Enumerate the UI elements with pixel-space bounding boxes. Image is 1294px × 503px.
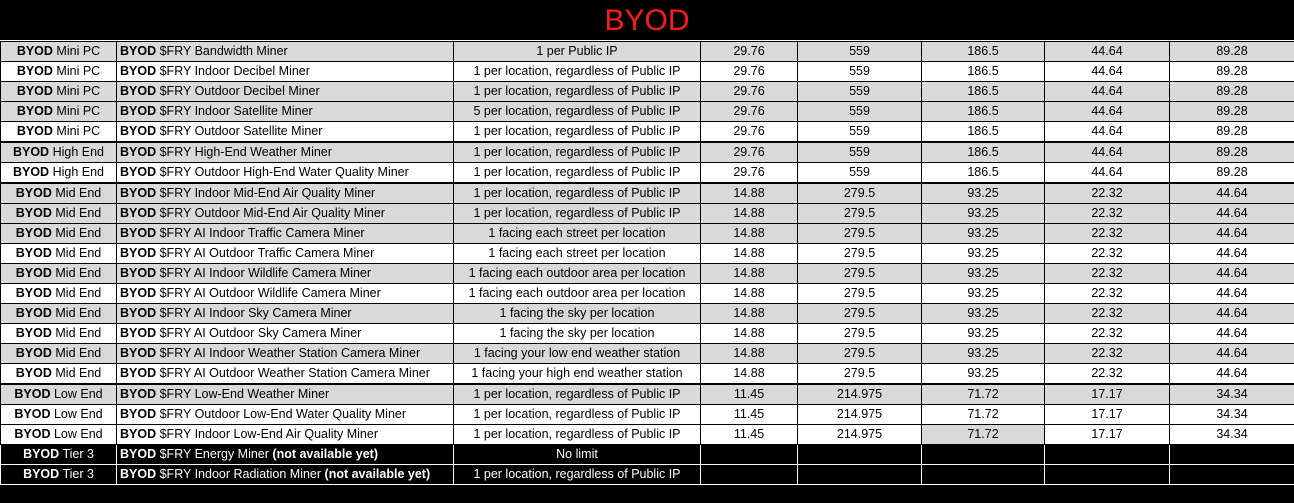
- miner-name: $FRY AI Outdoor Sky Camera Miner: [159, 326, 362, 340]
- value-cell-2[interactable]: 279.5: [798, 344, 922, 364]
- byod-prefix: BYOD: [14, 387, 51, 401]
- tier-label: Mid End: [55, 366, 102, 380]
- table-row: [1, 102, 1294, 122]
- value-cell-3[interactable]: 93.25: [922, 324, 1045, 344]
- value-cell-2[interactable]: 279.5: [798, 364, 922, 385]
- tier-label: Mid End: [55, 306, 102, 320]
- byod-prefix: BYOD: [15, 266, 52, 280]
- tier-label: Mid End: [55, 246, 102, 260]
- value-cell-5[interactable]: 89.28: [1170, 102, 1294, 122]
- value-cell-2[interactable]: 279.5: [798, 204, 922, 224]
- value-cell-3[interactable]: 93.25: [922, 204, 1045, 224]
- value-cell-2[interactable]: 279.5: [798, 304, 922, 324]
- tier-cell[interactable]: [1, 244, 117, 264]
- value-cell-1[interactable]: 29.76: [701, 102, 798, 122]
- byod-prefix: BYOD: [120, 226, 157, 240]
- miner-name-cell[interactable]: [117, 344, 454, 364]
- miner-name: $FRY Outdoor Low-End Water Quality Miner: [159, 407, 407, 421]
- sheet-title: BYOD: [604, 4, 690, 37]
- tier-cell[interactable]: [1, 425, 117, 445]
- tier-cell[interactable]: [1, 204, 117, 224]
- value-cell-3[interactable]: [922, 465, 1045, 485]
- value-cell-5[interactable]: 44.64: [1170, 224, 1294, 244]
- miner-name: $FRY AI Outdoor Wildlife Camera Miner: [159, 286, 381, 300]
- value-cell-2[interactable]: 279.5: [798, 284, 922, 304]
- byod-prefix: BYOD: [23, 447, 60, 461]
- value-cell-1[interactable]: 11.45: [701, 425, 798, 445]
- value-cell-4[interactable]: 22.32: [1045, 224, 1170, 244]
- table-row: [1, 183, 1294, 204]
- value-cell-3[interactable]: 93.25: [922, 244, 1045, 264]
- value-cell-3[interactable]: 71.72: [922, 384, 1045, 405]
- value-cell-5[interactable]: 34.34: [1170, 425, 1294, 445]
- limit-rule-cell[interactable]: 1 facing each street per location: [454, 244, 701, 264]
- tier-cell[interactable]: [1, 304, 117, 324]
- value-cell-5[interactable]: 34.34: [1170, 384, 1294, 405]
- tier-cell[interactable]: [1, 82, 117, 102]
- value-cell-2[interactable]: 559: [798, 62, 922, 82]
- value-cell-1[interactable]: 14.88: [701, 304, 798, 324]
- value-cell-3[interactable]: 93.25: [922, 284, 1045, 304]
- value-cell-3[interactable]: 71.72: [922, 425, 1045, 445]
- value-cell-2[interactable]: 279.5: [798, 224, 922, 244]
- value-cell-4[interactable]: [1045, 465, 1170, 485]
- table-row: [1, 465, 1294, 485]
- tier-cell[interactable]: [1, 163, 117, 184]
- value-cell-1[interactable]: 14.88: [701, 324, 798, 344]
- byod-prefix: BYOD: [12, 165, 50, 179]
- value-cell-5[interactable]: 89.28: [1170, 142, 1294, 163]
- byod-prefix: BYOD: [16, 84, 53, 98]
- value-cell-5[interactable]: 89.28: [1170, 122, 1294, 143]
- byod-prefix: BYOD: [120, 246, 157, 260]
- value-cell-4[interactable]: 17.17: [1045, 384, 1170, 405]
- value-cell-5[interactable]: 44.64: [1170, 324, 1294, 344]
- tier-cell[interactable]: [1, 344, 117, 364]
- tier-cell[interactable]: [1, 102, 117, 122]
- value-cell-4[interactable]: 22.32: [1045, 364, 1170, 385]
- value-cell-2[interactable]: 214.975: [798, 425, 922, 445]
- value-cell-1[interactable]: 11.45: [701, 405, 798, 425]
- value-cell-1[interactable]: 14.88: [701, 264, 798, 284]
- value-cell-3[interactable]: 71.72: [922, 405, 1045, 425]
- limit-rule-cell[interactable]: 1 per location, regardless of Public IP: [454, 183, 701, 204]
- tier-label: Mid End: [55, 286, 102, 300]
- miner-name-cell[interactable]: [117, 324, 454, 344]
- table-row: [1, 122, 1294, 143]
- limit-rule-cell[interactable]: 1 per location, regardless of Public IP: [454, 405, 701, 425]
- miner-name: $FRY Bandwidth Miner: [159, 44, 288, 58]
- tier-label: Mini PC: [56, 124, 101, 138]
- value-cell-1[interactable]: 29.76: [701, 163, 798, 184]
- value-cell-2[interactable]: 559: [798, 102, 922, 122]
- table-row: [1, 264, 1294, 284]
- miner-name: $FRY AI Indoor Sky Camera Miner: [159, 306, 352, 320]
- value-cell-3[interactable]: 186.5: [922, 102, 1045, 122]
- value-cell-2[interactable]: [798, 465, 922, 485]
- value-cell-4[interactable]: 22.32: [1045, 183, 1170, 204]
- tier-label: Mid End: [55, 326, 102, 340]
- value-cell-1[interactable]: 14.88: [701, 183, 798, 204]
- value-cell-2[interactable]: 559: [798, 122, 922, 143]
- miner-name: $FRY Indoor Radiation Miner: [159, 467, 322, 481]
- tier-label: Mid End: [55, 346, 102, 360]
- byod-prefix: BYOD: [120, 326, 157, 340]
- miner-name: $FRY Indoor Satellite Miner: [159, 104, 313, 118]
- table-row: [1, 445, 1294, 465]
- value-cell-4[interactable]: 22.32: [1045, 304, 1170, 324]
- byod-prefix: BYOD: [14, 407, 51, 421]
- value-cell-5[interactable]: 44.64: [1170, 284, 1294, 304]
- value-cell-5[interactable]: 44.64: [1170, 344, 1294, 364]
- tier-label: Low End: [53, 407, 103, 421]
- miner-name: $FRY AI Indoor Traffic Camera Miner: [159, 226, 365, 240]
- value-cell-3[interactable]: 186.5: [922, 163, 1045, 184]
- tier-label: Mid End: [55, 186, 102, 200]
- miner-name: $FRY Outdoor Satellite Miner: [159, 124, 323, 138]
- value-cell-2[interactable]: 214.975: [798, 384, 922, 405]
- byod-prefix: BYOD: [120, 64, 157, 78]
- byod-prefix: BYOD: [15, 366, 52, 380]
- table-row: [1, 425, 1294, 445]
- limit-rule-cell[interactable]: 1 facing each street per location: [454, 224, 701, 244]
- miner-name-cell[interactable]: [117, 425, 454, 445]
- value-cell-3[interactable]: 93.25: [922, 264, 1045, 284]
- value-cell-2[interactable]: [798, 445, 922, 465]
- miner-name-cell[interactable]: [117, 465, 454, 485]
- miner-name: $FRY Indoor Decibel Miner: [159, 64, 310, 78]
- value-cell-4[interactable]: 22.32: [1045, 264, 1170, 284]
- miner-name: $FRY High-End Weather Miner: [159, 145, 332, 159]
- miner-name-cell[interactable]: [117, 384, 454, 405]
- byod-prefix: BYOD: [120, 84, 157, 98]
- limit-rule-cell[interactable]: 1 per location, regardless of Public IP: [454, 384, 701, 405]
- limit-rule-cell[interactable]: 1 per location, regardless of Public IP: [454, 465, 701, 485]
- tier-cell[interactable]: [1, 384, 117, 405]
- miner-name-cell[interactable]: [117, 264, 454, 284]
- title-row: [0, 0, 1294, 41]
- byod-prefix: BYOD: [120, 266, 157, 280]
- miner-name-cell[interactable]: [117, 62, 454, 82]
- limit-rule-cell[interactable]: 1 facing your low end weather station: [454, 344, 701, 364]
- tier-label: Mid End: [55, 226, 102, 240]
- limit-rule-cell[interactable]: 1 per location, regardless of Public IP: [454, 142, 701, 163]
- tier-cell[interactable]: [1, 405, 117, 425]
- limit-rule-cell[interactable]: 1 per location, regardless of Public IP: [454, 82, 701, 102]
- value-cell-2[interactable]: 559: [798, 142, 922, 163]
- tier-label: High End: [52, 145, 105, 159]
- miner-name-cell[interactable]: [117, 204, 454, 224]
- value-cell-4[interactable]: 44.64: [1045, 62, 1170, 82]
- miner-name-cell[interactable]: [117, 244, 454, 264]
- value-cell-2[interactable]: 279.5: [798, 264, 922, 284]
- table-row: [1, 284, 1294, 304]
- value-cell-3[interactable]: 93.25: [922, 364, 1045, 385]
- byod-prefix: BYOD: [15, 226, 52, 240]
- byod-prefix: BYOD: [120, 407, 157, 421]
- value-cell-3[interactable]: 186.5: [922, 62, 1045, 82]
- byod-prefix: BYOD: [16, 124, 53, 138]
- value-cell-4[interactable]: 44.64: [1045, 122, 1170, 143]
- miner-name: $FRY Energy Miner: [159, 447, 269, 461]
- value-cell-1[interactable]: 14.88: [701, 224, 798, 244]
- table-body: [1, 42, 1294, 485]
- value-cell-5[interactable]: 89.28: [1170, 163, 1294, 184]
- byod-prefix: BYOD: [120, 124, 157, 138]
- byod-prefix: BYOD: [120, 206, 157, 220]
- limit-rule-cell[interactable]: 1 facing each outdoor area per location: [454, 284, 701, 304]
- value-cell-5[interactable]: 44.64: [1170, 183, 1294, 204]
- value-cell-3[interactable]: [922, 445, 1045, 465]
- value-cell-5[interactable]: 34.34: [1170, 405, 1294, 425]
- value-cell-5[interactable]: 44.64: [1170, 264, 1294, 284]
- limit-rule-cell[interactable]: 1 facing each outdoor area per location: [454, 264, 701, 284]
- tier-cell[interactable]: [1, 142, 117, 163]
- value-cell-3[interactable]: 186.5: [922, 122, 1045, 143]
- availability-note: (not available yet): [324, 467, 431, 481]
- table-row: [1, 364, 1294, 385]
- value-cell-5[interactable]: [1170, 465, 1294, 485]
- value-cell-1[interactable]: 14.88: [701, 364, 798, 385]
- table-row: [1, 82, 1294, 102]
- byod-prefix: BYOD: [120, 366, 157, 380]
- miner-name: $FRY Outdoor Decibel Miner: [159, 84, 320, 98]
- byod-prefix: BYOD: [120, 306, 157, 320]
- tier-cell[interactable]: [1, 264, 117, 284]
- byod-prefix: BYOD: [120, 387, 157, 401]
- byod-prefix: BYOD: [16, 44, 53, 58]
- table-row: [1, 244, 1294, 264]
- value-cell-5[interactable]: 44.64: [1170, 204, 1294, 224]
- byod-prefix: BYOD: [15, 326, 52, 340]
- miner-name: $FRY AI Indoor Weather Station Camera Miner: [159, 346, 421, 360]
- miner-name: $FRY AI Outdoor Weather Station Camera Miner: [159, 366, 430, 380]
- limit-rule-cell[interactable]: 1 facing the sky per location: [454, 324, 701, 344]
- byod-prefix: BYOD: [120, 467, 157, 481]
- tier-cell[interactable]: [1, 42, 117, 62]
- byod-prefix: BYOD: [14, 427, 51, 441]
- value-cell-4[interactable]: 17.17: [1045, 425, 1170, 445]
- byod-prefix: BYOD: [16, 64, 53, 78]
- value-cell-1[interactable]: 29.76: [701, 62, 798, 82]
- table-row: [1, 304, 1294, 324]
- tier-cell[interactable]: [1, 224, 117, 244]
- miner-name-cell[interactable]: [117, 405, 454, 425]
- value-cell-1[interactable]: 14.88: [701, 244, 798, 264]
- value-cell-5[interactable]: 89.28: [1170, 82, 1294, 102]
- tier-cell[interactable]: [1, 445, 117, 465]
- limit-rule-cell[interactable]: 1 per location, regardless of Public IP: [454, 425, 701, 445]
- table-row: [1, 62, 1294, 82]
- byod-prefix: BYOD: [120, 165, 157, 179]
- tier-cell[interactable]: [1, 364, 117, 385]
- miner-name-cell[interactable]: [117, 284, 454, 304]
- miner-name-cell[interactable]: [117, 445, 454, 465]
- value-cell-4[interactable]: 22.32: [1045, 204, 1170, 224]
- miner-name: $FRY Low-End Weather Miner: [159, 387, 330, 401]
- value-cell-3[interactable]: 186.5: [922, 142, 1045, 163]
- byod-prefix: BYOD: [15, 186, 52, 200]
- value-cell-3[interactable]: 186.5: [922, 42, 1045, 62]
- miner-name-cell[interactable]: [117, 183, 454, 204]
- value-cell-5[interactable]: 89.28: [1170, 62, 1294, 82]
- byod-prefix: BYOD: [120, 346, 157, 360]
- miner-name-cell[interactable]: [117, 142, 454, 163]
- tier-cell[interactable]: [1, 62, 117, 82]
- value-cell-5[interactable]: 44.64: [1170, 304, 1294, 324]
- byod-prefix: BYOD: [120, 104, 157, 118]
- value-cell-5[interactable]: 44.64: [1170, 364, 1294, 385]
- miner-name: $FRY Outdoor Mid-End Air Quality Miner: [159, 206, 385, 220]
- miner-name: $FRY Indoor Low-End Air Quality Miner: [159, 427, 378, 441]
- tier-label: Mini PC: [56, 44, 101, 58]
- byod-prefix: BYOD: [23, 467, 60, 481]
- byod-prefix: BYOD: [15, 246, 52, 260]
- value-cell-4[interactable]: 44.64: [1045, 102, 1170, 122]
- value-cell-1[interactable]: 14.88: [701, 204, 798, 224]
- miner-name: $FRY AI Outdoor Traffic Camera Miner: [159, 246, 375, 260]
- byod-prefix: BYOD: [120, 447, 157, 461]
- tier-cell[interactable]: [1, 324, 117, 344]
- value-cell-5[interactable]: 44.64: [1170, 244, 1294, 264]
- miner-name-cell[interactable]: [117, 82, 454, 102]
- byod-prefix: BYOD: [16, 104, 53, 118]
- byod-prefix: BYOD: [15, 286, 52, 300]
- value-cell-4[interactable]: 44.64: [1045, 163, 1170, 184]
- value-cell-2[interactable]: 559: [798, 82, 922, 102]
- table-row: [1, 204, 1294, 224]
- byod-prefix: BYOD: [120, 186, 157, 200]
- tier-label: High End: [52, 165, 105, 179]
- tier-label: Mini PC: [56, 64, 101, 78]
- miner-table: [0, 41, 1294, 485]
- value-cell-3[interactable]: 93.25: [922, 183, 1045, 204]
- limit-rule-cell[interactable]: 1 per location, regardless of Public IP: [454, 122, 701, 143]
- table-row: [1, 42, 1294, 62]
- value-cell-3[interactable]: 93.25: [922, 344, 1045, 364]
- miner-name-cell[interactable]: [117, 102, 454, 122]
- byod-prefix: BYOD: [15, 346, 52, 360]
- value-cell-2[interactable]: 559: [798, 42, 922, 62]
- value-cell-4[interactable]: 22.32: [1045, 344, 1170, 364]
- limit-rule-cell[interactable]: 1 facing the sky per location: [454, 304, 701, 324]
- tier-label: Low End: [53, 427, 103, 441]
- byod-prefix: BYOD: [120, 427, 157, 441]
- value-cell-3[interactable]: 93.25: [922, 304, 1045, 324]
- value-cell-1[interactable]: 29.76: [701, 42, 798, 62]
- table-row: [1, 142, 1294, 163]
- miner-name-cell[interactable]: [117, 304, 454, 324]
- limit-rule-cell[interactable]: No limit: [454, 445, 701, 465]
- table-row: [1, 324, 1294, 344]
- tier-label: Tier 3: [62, 447, 94, 461]
- value-cell-4[interactable]: 22.32: [1045, 324, 1170, 344]
- value-cell-4[interactable]: 22.32: [1045, 244, 1170, 264]
- miner-name-cell[interactable]: [117, 42, 454, 62]
- value-cell-1[interactable]: 14.88: [701, 284, 798, 304]
- value-cell-1[interactable]: 14.88: [701, 344, 798, 364]
- table-row: [1, 224, 1294, 244]
- byod-prefix: BYOD: [120, 44, 157, 58]
- value-cell-4[interactable]: 44.64: [1045, 82, 1170, 102]
- miner-name-cell[interactable]: [117, 224, 454, 244]
- tier-cell[interactable]: [1, 122, 117, 143]
- miner-name-cell[interactable]: [117, 163, 454, 184]
- limit-rule-cell[interactable]: 1 facing your high end weather station: [454, 364, 701, 385]
- value-cell-2[interactable]: 279.5: [798, 244, 922, 264]
- value-cell-4[interactable]: 22.32: [1045, 284, 1170, 304]
- tier-cell[interactable]: [1, 465, 117, 485]
- value-cell-1[interactable]: [701, 465, 798, 485]
- table-row: [1, 384, 1294, 405]
- tier-label: Tier 3: [62, 467, 94, 481]
- value-cell-3[interactable]: 186.5: [922, 82, 1045, 102]
- byod-prefix: BYOD: [120, 286, 157, 300]
- tier-label: Mini PC: [56, 84, 101, 98]
- value-cell-2[interactable]: 559: [798, 163, 922, 184]
- miner-name: $FRY Outdoor High-End Water Quality Miner: [159, 165, 409, 179]
- value-cell-4[interactable]: 17.17: [1045, 405, 1170, 425]
- table-row: [1, 344, 1294, 364]
- value-cell-1[interactable]: 29.76: [701, 82, 798, 102]
- value-cell-5[interactable]: [1170, 445, 1294, 465]
- tier-cell[interactable]: [1, 284, 117, 304]
- byod-prefix: BYOD: [15, 306, 52, 320]
- miner-name-cell[interactable]: [117, 364, 454, 385]
- tier-label: Mid End: [55, 266, 102, 280]
- miner-name: $FRY Indoor Mid-End Air Quality Miner: [159, 186, 376, 200]
- tier-cell[interactable]: [1, 183, 117, 204]
- byod-prefix: BYOD: [12, 145, 50, 159]
- limit-rule-cell[interactable]: 1 per Public IP: [454, 42, 701, 62]
- limit-rule-cell[interactable]: 1 per location, regardless of Public IP: [454, 163, 701, 184]
- value-cell-2[interactable]: 279.5: [798, 183, 922, 204]
- table-row: [1, 405, 1294, 425]
- table-row: [1, 163, 1294, 184]
- value-cell-1[interactable]: [701, 445, 798, 465]
- value-cell-1[interactable]: 11.45: [701, 384, 798, 405]
- availability-note: (not available yet): [272, 447, 378, 461]
- byod-prefix: BYOD: [15, 206, 52, 220]
- miner-name-cell[interactable]: [117, 122, 454, 143]
- value-cell-1[interactable]: 29.76: [701, 122, 798, 143]
- value-cell-5[interactable]: 89.28: [1170, 42, 1294, 62]
- value-cell-4[interactable]: 44.64: [1045, 42, 1170, 62]
- tier-label: Mini PC: [56, 104, 101, 118]
- value-cell-2[interactable]: 279.5: [798, 324, 922, 344]
- tier-label: Low End: [53, 387, 103, 401]
- value-cell-1[interactable]: 29.76: [701, 142, 798, 163]
- limit-rule-cell[interactable]: 1 per location, regardless of Public IP: [454, 204, 701, 224]
- tier-label: Mid End: [55, 206, 102, 220]
- miner-name: $FRY AI Indoor Wildlife Camera Miner: [159, 266, 372, 280]
- value-cell-4[interactable]: [1045, 445, 1170, 465]
- byod-prefix: BYOD: [120, 145, 157, 159]
- value-cell-3[interactable]: 93.25: [922, 224, 1045, 244]
- limit-rule-cell[interactable]: 1 per location, regardless of Public IP: [454, 62, 701, 82]
- value-cell-4[interactable]: 44.64: [1045, 142, 1170, 163]
- value-cell-2[interactable]: 214.975: [798, 405, 922, 425]
- limit-rule-cell[interactable]: 5 per location, regardless of Public IP: [454, 102, 701, 122]
